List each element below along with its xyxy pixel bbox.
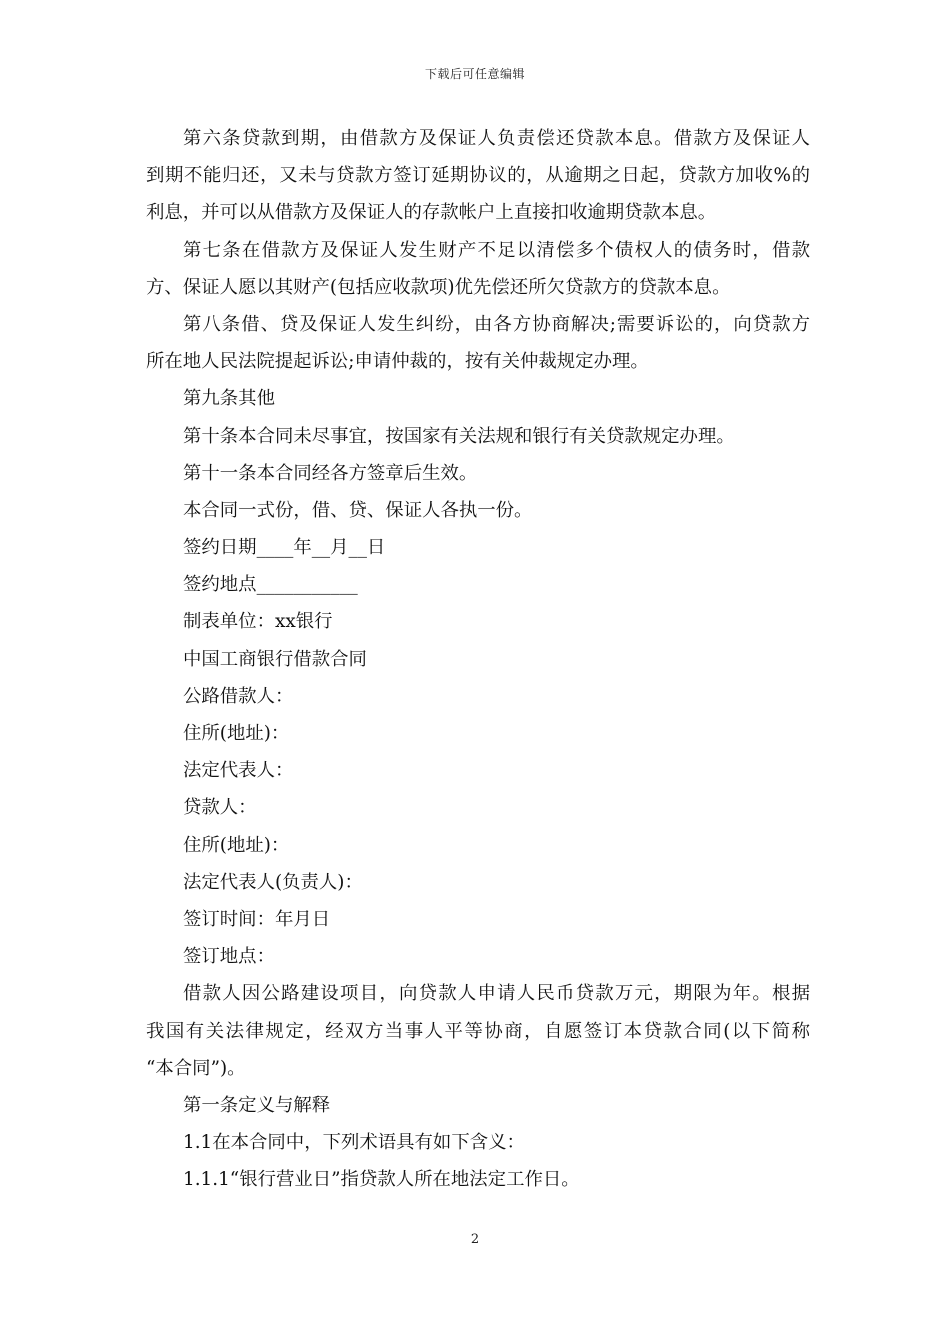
text-line: 住所(地址)： [183, 723, 290, 744]
text-line: 签订时间：年月日 [183, 908, 331, 930]
text-line: 第八条借、贷及保证人发生纠纷，由各方协商解决;需要诉讼的，向贷款方 [183, 313, 810, 335]
text-line: “本合同”)。 [146, 1057, 246, 1079]
text-line: 到期不能归还，又未与贷款方签订延期协议的，从逾期之日起，贷款方加收%的 [146, 165, 810, 187]
document-body [146, 120, 810, 1198]
text-line: 第七条在借款方及保证人发生财产不足以清偿多个债权人的债务时，借款 [183, 239, 810, 261]
text-line: 1.1.1“银行营业日”指贷款人所在地法定工作日。 [183, 1169, 580, 1191]
text-line: 第六条贷款到期，由借款方及保证人负责偿还贷款本息。借款方及保证人 [183, 128, 810, 149]
text-line: 我国有关法律规定，经双方当事人平等协商，自愿签订本贷款合同(以下简称 [146, 1020, 810, 1042]
text-line: 第九条其他 [183, 388, 275, 410]
text-line: 所在地人民法院提起诉讼;申请仲裁的，按有关仲裁规定办理。 [146, 351, 649, 373]
text-line: 利息，并可以从借款方及保证人的存款帐户上直接扣收逾期贷款本息。 [146, 202, 717, 224]
page-number: 2 [470, 1232, 480, 1247]
text-line: 第一条定义与解释 [183, 1094, 331, 1116]
text-line: 借款人因公路建设项目，向贷款人申请人民币贷款万元，期限为年。根据 [183, 983, 810, 1005]
text-line: 制表单位：xx银行 [183, 611, 333, 633]
text-line: 法定代表人： [183, 760, 294, 782]
text-line: 1.1在本合同中，下列术语具有如下含义： [183, 1132, 525, 1154]
text-line: 第十一条本合同经各方签章后生效。 [183, 462, 478, 484]
text-line: 住所(地址)： [183, 834, 290, 856]
text-line: 签约地点___________ [183, 574, 358, 596]
text-line: 第十条本合同未尽事宜，按国家有关法规和银行有关贷款规定办理。 [183, 425, 735, 447]
text-line: 签订地点： [183, 946, 275, 968]
text-line: 本合同一式份，借、贷、保证人各执一份。 [183, 499, 533, 521]
text-line: 中国工商银行借款合同 [183, 648, 367, 670]
page-header: 下载后可任意编辑 [424, 67, 525, 81]
text-line: 签约日期____年__月__日 [183, 537, 386, 559]
text-line: 方、保证人愿以其财产(包括应收款项)优先偿还所欠贷款方的贷款本息。 [146, 276, 731, 298]
text-line: 法定代表人(负责人)： [183, 871, 363, 893]
text-line: 公路借款人： [183, 685, 294, 707]
text-line: 贷款人： [183, 797, 257, 819]
